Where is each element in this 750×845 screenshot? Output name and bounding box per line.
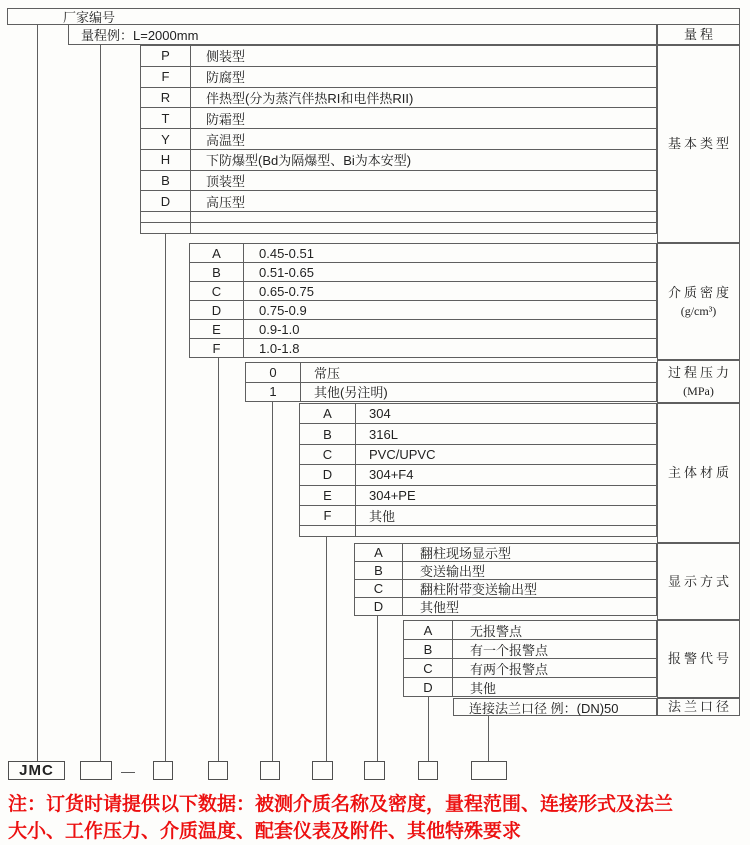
row-desc: 高温型 bbox=[206, 132, 246, 148]
row-code: 1 bbox=[246, 383, 301, 402]
row-desc: 其他 bbox=[470, 680, 497, 696]
order-note bbox=[8, 791, 748, 845]
row-code: H bbox=[141, 150, 191, 170]
table-row bbox=[404, 678, 656, 696]
section-medium-density bbox=[189, 243, 657, 358]
manufacturer-number-row bbox=[7, 8, 740, 25]
row-desc: 翻柱附带变送输出型 bbox=[420, 582, 538, 597]
table-row bbox=[300, 404, 656, 424]
section-display-mode bbox=[354, 543, 657, 616]
section-process-pressure bbox=[245, 362, 657, 402]
category-label-medium-density: 介质密度 (g/cm³) bbox=[657, 243, 740, 360]
table-row bbox=[190, 339, 656, 357]
code-box-body-material bbox=[312, 761, 333, 780]
table-row bbox=[190, 263, 656, 282]
table-row bbox=[190, 320, 656, 339]
order-note-line-1: 注：订货时请提供以下数据：被测介质名称及密度，量程范围、连接形式及法兰 bbox=[8, 794, 674, 815]
table-row bbox=[141, 108, 656, 129]
connector-line bbox=[165, 234, 166, 761]
row-code: R bbox=[141, 88, 191, 108]
table-row bbox=[300, 506, 656, 526]
table-row bbox=[404, 621, 656, 640]
category-label-alarm-code: 报警代号 bbox=[657, 620, 740, 698]
row-code: F bbox=[141, 67, 191, 87]
table-row bbox=[300, 486, 656, 506]
code-box-process-pressure bbox=[260, 761, 280, 780]
row-code: D bbox=[300, 465, 356, 484]
table-row bbox=[300, 445, 656, 465]
connector-line bbox=[377, 616, 378, 761]
row-desc: 其他(另注明) bbox=[314, 385, 388, 401]
connector-line bbox=[272, 402, 273, 761]
row-desc: 0.51-0.65 bbox=[259, 264, 314, 280]
row-code: C bbox=[404, 659, 453, 677]
row-desc: 顶装型 bbox=[206, 174, 246, 190]
row-code: B bbox=[300, 424, 356, 443]
row-desc bbox=[191, 223, 656, 233]
empty-row bbox=[141, 223, 656, 233]
row-desc bbox=[356, 526, 656, 536]
row-code bbox=[300, 526, 356, 536]
row-desc: 304+F4 bbox=[369, 467, 414, 483]
row-desc: 高压型 bbox=[206, 194, 246, 210]
row-code: B bbox=[141, 171, 191, 191]
flange-size-row bbox=[453, 698, 657, 716]
category-label-body-material: 主体材质 bbox=[657, 403, 740, 543]
row-desc: 1.0-1.8 bbox=[259, 340, 300, 356]
row-code: B bbox=[355, 562, 403, 579]
table-row bbox=[404, 659, 656, 678]
row-code: E bbox=[300, 486, 356, 505]
row-desc: 变送输出型 bbox=[420, 564, 486, 579]
code-separator: — bbox=[121, 762, 135, 779]
row-desc: 304 bbox=[369, 406, 391, 422]
table-row bbox=[404, 640, 656, 659]
row-code: 0 bbox=[246, 363, 301, 382]
table-row bbox=[300, 465, 656, 485]
table-row bbox=[141, 171, 656, 192]
table-row bbox=[300, 424, 656, 444]
row-desc: 无报警点 bbox=[470, 623, 523, 639]
category-label-display-mode: 显示方式 bbox=[657, 543, 740, 620]
row-code: C bbox=[300, 445, 356, 464]
row-code bbox=[141, 223, 191, 233]
row-code: T bbox=[141, 108, 191, 128]
row-code: A bbox=[300, 404, 356, 423]
table-row bbox=[355, 580, 656, 598]
row-desc: 0.9-1.0 bbox=[259, 321, 300, 337]
table-row bbox=[190, 244, 656, 263]
row-desc: 防腐型 bbox=[206, 70, 246, 86]
range-example-label: 量程例：L=2000mm bbox=[81, 28, 199, 43]
row-desc: 其他型 bbox=[420, 600, 460, 615]
row-desc: 0.45-0.51 bbox=[259, 245, 314, 261]
category-label-flange-size: 法兰口径 bbox=[657, 698, 740, 716]
connector-line bbox=[488, 716, 489, 761]
row-desc: 有一个报警点 bbox=[470, 642, 549, 658]
row-code: F bbox=[190, 339, 244, 357]
row-desc: PVC/UPVC bbox=[369, 446, 436, 462]
table-row bbox=[190, 282, 656, 301]
row-desc: 316L bbox=[369, 426, 398, 442]
table-row bbox=[141, 129, 656, 150]
row-code: P bbox=[141, 46, 191, 66]
row-desc: 防霜型 bbox=[206, 111, 246, 127]
connector-line bbox=[428, 697, 429, 761]
manufacturer-number-label: 厂家编号 bbox=[63, 10, 116, 25]
section-basic-type bbox=[140, 45, 657, 234]
row-desc bbox=[191, 212, 656, 222]
table-row bbox=[355, 598, 656, 615]
code-box-alarm-code bbox=[418, 761, 438, 780]
connector-line bbox=[326, 537, 327, 761]
row-code: D bbox=[190, 301, 244, 319]
code-box-flange-size bbox=[471, 761, 507, 780]
row-desc: 侧装型 bbox=[206, 49, 246, 65]
table-row bbox=[141, 46, 656, 67]
connector-line bbox=[100, 45, 101, 761]
model-prefix-box: JMC bbox=[8, 761, 65, 780]
empty-row bbox=[141, 212, 656, 223]
connector-line bbox=[218, 358, 219, 761]
row-desc: 伴热型(分为蒸汽伴热RI和电伴热RII) bbox=[206, 90, 414, 106]
table-row bbox=[141, 67, 656, 88]
code-box-range bbox=[80, 761, 112, 780]
row-desc: 0.75-0.9 bbox=[259, 302, 307, 318]
order-note-line-2: 大小、工作压力、介质温度、配套仪表及附件、其他特殊要求 bbox=[8, 821, 522, 842]
table-row bbox=[141, 88, 656, 109]
row-code: D bbox=[404, 678, 453, 696]
connector-line bbox=[37, 25, 38, 761]
table-row bbox=[190, 301, 656, 320]
category-label-range: 量程 bbox=[657, 24, 740, 45]
flange-size-label: 连接法兰口径 例：(DN)50 bbox=[469, 700, 619, 716]
row-code: D bbox=[141, 191, 191, 211]
table-row bbox=[246, 383, 656, 402]
row-desc: 翻柱现场显示型 bbox=[420, 546, 512, 561]
row-desc: 0.65-0.75 bbox=[259, 283, 314, 299]
row-code: B bbox=[190, 263, 244, 281]
row-code: C bbox=[355, 580, 403, 597]
category-label-basic-type: 基本类型 bbox=[657, 45, 740, 243]
row-code: E bbox=[190, 320, 244, 338]
row-code: F bbox=[300, 506, 356, 525]
code-box-display-mode bbox=[364, 761, 385, 780]
row-code: C bbox=[190, 282, 244, 300]
row-code: B bbox=[404, 640, 453, 658]
category-label-process-pressure: 过程压力 (MPa) bbox=[657, 360, 740, 403]
table-row bbox=[355, 562, 656, 580]
row-code: A bbox=[190, 244, 244, 262]
row-desc: 304+PE bbox=[369, 487, 416, 503]
row-code: A bbox=[404, 621, 453, 639]
row-code: D bbox=[355, 598, 403, 615]
code-box-medium-density bbox=[208, 761, 228, 780]
row-desc: 常压 bbox=[314, 365, 341, 381]
table-row bbox=[141, 191, 656, 212]
section-alarm-code bbox=[403, 620, 657, 697]
row-code bbox=[141, 212, 191, 222]
empty-row bbox=[300, 526, 656, 536]
range-example-row bbox=[68, 24, 657, 45]
row-code: Y bbox=[141, 129, 191, 149]
row-desc: 有两个报警点 bbox=[470, 661, 549, 677]
row-desc: 下防爆型(Bd为隔爆型、Bi为本安型) bbox=[206, 153, 412, 169]
code-box-basic-type bbox=[153, 761, 173, 780]
section-body-material bbox=[299, 403, 657, 537]
table-row bbox=[141, 150, 656, 171]
row-desc: 其他 bbox=[369, 509, 396, 525]
table-row bbox=[355, 544, 656, 562]
row-code: A bbox=[355, 544, 403, 561]
table-row bbox=[246, 363, 656, 383]
